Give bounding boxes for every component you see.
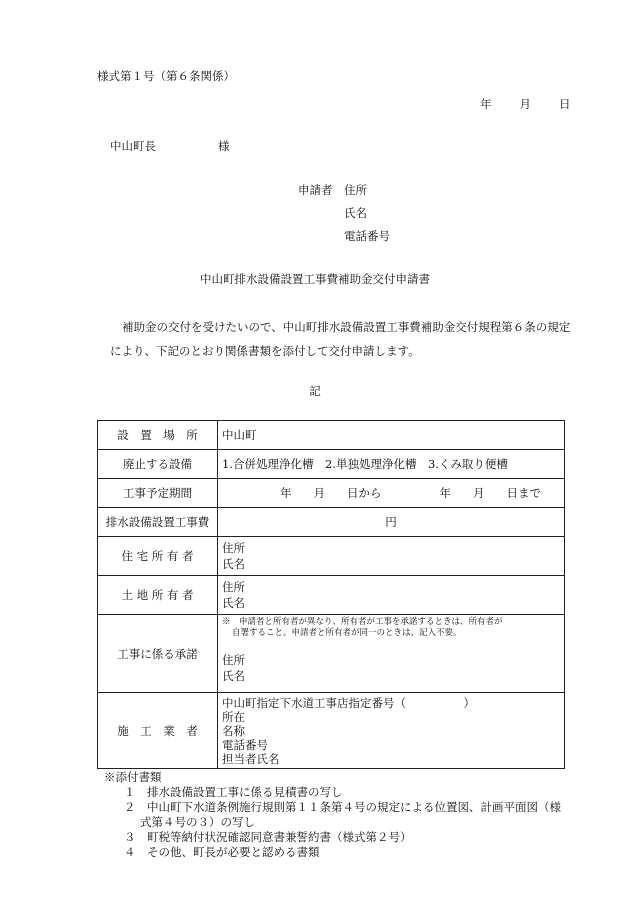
contractor-location: 所在	[222, 709, 245, 724]
facility-label: 廃止する設備	[98, 450, 218, 479]
contractor-person: 担当者氏名	[222, 751, 280, 766]
date-month: 月	[519, 97, 531, 111]
consent-name: 氏名	[222, 669, 245, 683]
date-day: 日	[559, 97, 571, 111]
location-value[interactable]: 中山町	[218, 421, 565, 450]
period-to-month: 月	[473, 486, 485, 500]
house-owner-label: 住 宅 所 有 者	[98, 537, 218, 576]
period-from-year: 年	[280, 486, 292, 500]
applicant-phone-label: 電話番号	[344, 229, 390, 243]
addressee-honorific: 様	[218, 139, 230, 153]
house-owner-name: 氏名	[222, 557, 245, 571]
land-owner-name: 氏名	[222, 596, 245, 610]
applicant-address-label: 住所	[344, 183, 367, 197]
contractor-label: 施 工 業 者	[98, 693, 218, 769]
consent-value[interactable]	[218, 615, 565, 693]
contractor-company: 名称	[222, 723, 245, 738]
land-owner-address: 住所	[222, 580, 245, 594]
period-from-suffix: 日から	[347, 486, 382, 500]
date-line	[480, 96, 571, 112]
contractor-value[interactable]	[218, 693, 565, 769]
form-number: 様式第１号（第６条関係）	[97, 69, 235, 83]
cost-unit: 円	[385, 515, 397, 529]
date-year: 年	[480, 97, 492, 111]
row-contractor	[98, 693, 565, 769]
period-from-month: 月	[313, 486, 325, 500]
land-owner-label: 土 地 所 有 者	[98, 576, 218, 615]
cost-value[interactable]	[218, 508, 565, 537]
location-label: 設 置 場 所	[98, 421, 218, 450]
application-table	[97, 420, 565, 769]
attachment-item: ４ その他、町長が必要と認める書類	[124, 845, 320, 859]
contractor-phone: 電話番号	[222, 737, 268, 752]
row-land-owner	[98, 576, 565, 615]
attachments	[104, 770, 561, 860]
period-value[interactable]	[218, 479, 565, 508]
house-owner-value[interactable]	[218, 537, 565, 576]
ki-heading: 記	[309, 384, 321, 398]
body-paragraph: 補助金の交付を受けたいので、中山町排水設備設置工事費補助金交付規程第６条の規定により、下記のとおり関係書類を添付して交付申請します。	[110, 320, 571, 358]
addressee-name: 中山町長	[110, 139, 156, 153]
period-label: 工事予定期間	[98, 479, 218, 508]
attachment-item: １ 排水設備設置工事に係る見積書の写し	[124, 785, 343, 799]
house-owner-address: 住所	[222, 541, 245, 555]
attachment-item: ３ 町税等納付状況確認同意書兼誓約書（様式第２号）	[124, 830, 412, 844]
cost-label: 排水設備設置工事費	[98, 508, 218, 537]
applicant-label: 申請者	[298, 183, 333, 197]
contractor-designation: 中山町指定下水道工事店指定番号（ ）	[222, 695, 475, 710]
consent-label: 工事に係る承諾	[98, 615, 218, 693]
row-cost	[98, 508, 565, 537]
consent-note-1: ※ 申請者と所有者が異なり、所有者が工事を承諾するときは、所有者が	[222, 617, 503, 627]
row-location	[98, 421, 565, 450]
row-house-owner	[98, 537, 565, 576]
period-to-year: 年	[439, 486, 451, 500]
consent-note-2: 自署すること。申請者と所有者が同一のときは、記入不要。	[232, 628, 462, 638]
row-facility	[98, 450, 565, 479]
consent-address: 住所	[222, 653, 245, 667]
document-title: 中山町排水設備設置工事費補助金交付申請書	[200, 272, 430, 286]
attachment-item: ２ 中山町下水道条例施行規則第１１条第４号の規定による位置図、計画平面図（様	[124, 800, 561, 814]
addressee	[110, 138, 230, 154]
period-to-suffix: 日まで	[506, 486, 541, 500]
attachments-heading: ※添付書類	[104, 770, 162, 784]
row-consent	[98, 615, 565, 693]
land-owner-value[interactable]	[218, 576, 565, 615]
row-period	[98, 479, 565, 508]
applicant-name-label: 氏名	[344, 206, 367, 220]
facility-value[interactable]: 1.合併処理浄化槽 2.単独処理浄化槽 3.くみ取り便槽	[218, 450, 565, 479]
attachment-item-continuation: 式第４号の３）の写し	[140, 815, 255, 829]
